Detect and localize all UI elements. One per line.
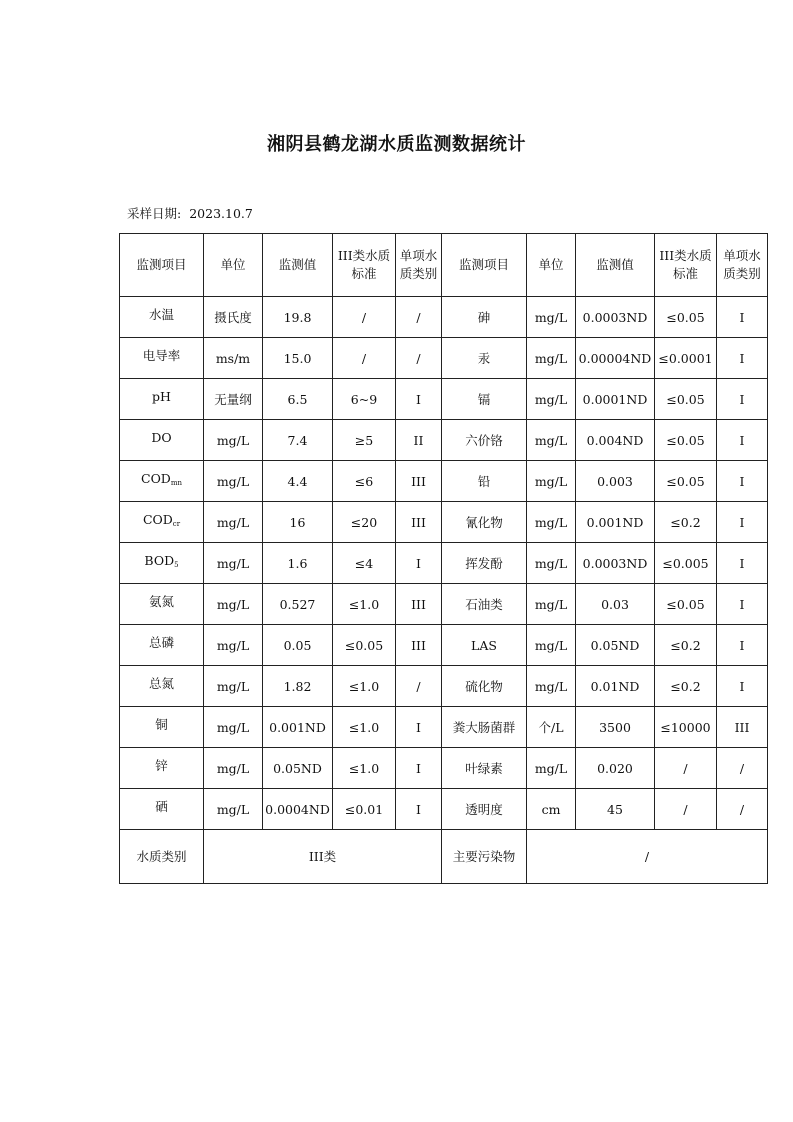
cell-item-subscript: cr [172,520,181,528]
header-value: 监测值 [263,234,333,297]
cell-unit [204,502,263,543]
cell-item-right [442,748,527,789]
cell-standard-right [655,379,717,420]
table-row [120,502,768,543]
cell-standard [333,789,396,830]
cell-standard-text: ≤4 [354,555,374,571]
cell-value-right [576,666,655,707]
cell-item-right [442,666,527,707]
cell-standard-right-text: ≤0.05 [666,432,705,448]
cell-value-right-text: 0.001ND [586,514,644,530]
cell-standard-right [655,461,717,502]
cell-class [396,789,442,830]
cell-class-right-text: I [739,555,745,571]
cell-class-text: / [416,350,421,366]
cell-standard-text: 6~9 [350,391,378,407]
cell-unit-text: mg/L [216,432,250,448]
header-standard: III类水质标准 [333,234,396,297]
cell-standard-text: ≤6 [354,473,374,489]
cell-value-right-text: 0.0003ND [582,309,648,325]
table-row [120,748,768,789]
cell-item-right [442,502,527,543]
cell-value [263,789,333,830]
cell-unit-right-text: mg/L [534,309,568,325]
cell-class-text: I [416,555,421,571]
cell-standard-text: ≤0.01 [344,801,384,817]
water-class-label: 水质类别 [120,830,204,884]
page-title: 湘阴县鹤龙湖水质监测数据统计 [267,134,526,155]
cell-standard-right [655,707,717,748]
cell-standard-right [655,297,717,338]
cell-standard-right-text: ≤0.0001 [658,350,713,366]
cell-unit-right-text: cm [541,801,561,817]
cell-item [120,338,204,379]
cell-standard-right [655,584,717,625]
main-pollutant-label: 主要污染物 [442,830,527,884]
cell-unit-right [527,502,576,543]
header-value-right: 监测值 [576,234,655,297]
cell-class [396,666,442,707]
cell-standard-text: ≤0.05 [344,637,384,653]
cell-item [120,625,204,666]
header-item: 监测项目 [120,234,204,297]
cell-standard [333,338,396,379]
cell-standard [333,379,396,420]
cell-value-right-text: 0.004ND [586,432,644,448]
cell-value-text: 1.82 [283,678,312,694]
cell-class-right [717,338,768,379]
cell-standard-text: ≥5 [354,432,374,448]
cell-class-right [717,666,768,707]
cell-value-right [576,297,655,338]
cell-value-right [576,789,655,830]
cell-value-right [576,543,655,584]
cell-class-right-text: I [739,637,745,653]
cell-standard-right [655,420,717,461]
cell-item-right-text: 汞 [477,350,491,366]
table-row [120,707,768,748]
cell-unit-text: mg/L [216,719,250,735]
cell-class-right-text: I [739,432,745,448]
cell-class-text: / [416,678,421,694]
cell-item-text: COD [141,471,171,486]
main-pollutant-value: / [527,830,768,884]
cell-class-right [717,625,768,666]
cell-class-text: / [416,309,421,325]
cell-class-text: III [411,596,426,612]
cell-unit-text: mg/L [216,473,250,489]
table-header-row [120,234,768,297]
cell-class-right-text: I [739,391,745,407]
cell-class [396,625,442,666]
cell-item-text: 氨氮 [148,594,174,609]
cell-standard-text: ≤1.0 [348,678,380,694]
cell-standard-right [655,748,717,789]
cell-value-right [576,584,655,625]
cell-item [120,502,204,543]
cell-value-right-text: 0.01ND [590,678,640,694]
cell-unit-right-text: mg/L [534,637,568,653]
cell-standard-right [655,789,717,830]
cell-item-right-text: LAS [471,637,497,653]
cell-item [120,461,204,502]
cell-class-text: I [416,719,421,735]
cell-class-right [717,297,768,338]
cell-unit-right [527,461,576,502]
cell-value [263,625,333,666]
cell-item-right [442,584,527,625]
cell-item [120,707,204,748]
cell-class-text: III [411,473,426,489]
cell-unit [204,789,263,830]
table-row [120,297,768,338]
cell-item-subscript: mn [170,479,182,487]
cell-class-right-text: I [739,596,745,612]
cell-class-right [717,502,768,543]
cell-value-text: 4.4 [287,473,308,489]
cell-unit [204,379,263,420]
cell-value-right [576,379,655,420]
cell-item-right-text: 粪大肠菌群 [452,719,516,735]
cell-class [396,707,442,748]
cell-standard-right-text: ≤0.005 [662,555,709,571]
cell-value [263,420,333,461]
cell-unit-right [527,379,576,420]
cell-standard [333,502,396,543]
cell-standard [333,707,396,748]
cell-value-right-text: 0.0003ND [582,555,648,571]
cell-item-right-text: 硫化物 [465,678,503,694]
cell-item-right-text: 叶绿素 [465,760,503,776]
cell-class-right [717,748,768,789]
cell-unit-right [527,789,576,830]
cell-unit-right-text: mg/L [534,350,568,366]
cell-item-right-text: 透明度 [465,801,503,817]
cell-item-right [442,379,527,420]
cell-standard-right-text: ≤0.2 [670,678,701,694]
cell-item-text: 铜 [155,717,168,732]
cell-unit [204,625,263,666]
cell-standard-text: ≤1.0 [348,719,380,735]
header-item-right: 监测项目 [442,234,527,297]
cell-item [120,543,204,584]
cell-class [396,543,442,584]
cell-unit-right [527,666,576,707]
cell-class [396,584,442,625]
cell-item-right [442,297,527,338]
cell-value-right [576,625,655,666]
cell-class-right [717,707,768,748]
cell-item-right-text: 石油类 [465,596,503,612]
table-row [120,584,768,625]
cell-unit-right [527,543,576,584]
cell-class-text: III [411,514,426,530]
table-row [120,543,768,584]
cell-unit-text: 摄氏度 [214,309,252,325]
cell-unit [204,707,263,748]
cell-unit-right-text: mg/L [534,678,568,694]
cell-value-right [576,748,655,789]
cell-unit-text: mg/L [216,637,250,653]
cell-class [396,502,442,543]
cell-standard-right [655,502,717,543]
cell-class-right [717,379,768,420]
cell-class [396,461,442,502]
cell-standard-right-text: ≤0.2 [670,514,701,530]
table-row [120,420,768,461]
cell-item [120,297,204,338]
cell-class-right [717,461,768,502]
cell-item-right-text: 铅 [477,473,491,489]
cell-class-right-text: I [739,514,745,530]
cell-value-right-text: 0.03 [601,596,629,612]
cell-value-text: 16 [289,514,306,530]
cell-unit-right [527,625,576,666]
cell-item-text: 硒 [155,799,168,814]
cell-class [396,748,442,789]
cell-class-right-text: / [739,760,745,776]
cell-item-right-text: 氰化物 [465,514,503,530]
cell-standard-right [655,543,717,584]
cell-value-text: 7.4 [287,432,308,448]
header-class: 单项水质类别 [396,234,442,297]
cell-unit-right-text: mg/L [534,514,568,530]
cell-value-right-text: 0.0001ND [582,391,648,407]
table-row [120,461,768,502]
cell-item-text: BOD [144,553,175,568]
table-row [120,338,768,379]
cell-value-right-text: 0.003 [597,473,633,489]
cell-unit-right-text: mg/L [534,432,568,448]
cell-unit-text: mg/L [216,760,250,776]
cell-value-text: 0.0004ND [265,801,330,817]
cell-unit [204,338,263,379]
cell-item-right-text: 六价铬 [465,432,503,448]
cell-value-right [576,461,655,502]
cell-item-text: pH [152,389,171,404]
table-row [120,666,768,707]
cell-item-text: 总氮 [148,676,174,691]
cell-standard [333,666,396,707]
cell-unit-right-text: mg/L [534,391,568,407]
cell-class [396,297,442,338]
cell-value [263,748,333,789]
cell-value [263,502,333,543]
cell-standard [333,297,396,338]
cell-class-right [717,420,768,461]
cell-standard-text: ≤20 [350,514,378,530]
cell-unit-right [527,707,576,748]
cell-unit-right-text: 个/L [538,719,564,735]
cell-class-right [717,584,768,625]
cell-standard [333,748,396,789]
cell-value-text: 0.527 [279,596,316,612]
header-unit-right: 单位 [527,234,576,297]
water-class-value: III类 [204,830,442,884]
sample-date-label: 采样日期: [127,206,182,221]
cell-item [120,420,204,461]
cell-value-right [576,707,655,748]
cell-value-text: 1.6 [287,555,308,571]
cell-class-right-text: I [739,678,745,694]
cell-item [120,748,204,789]
cell-value-right-text: 3500 [599,719,631,735]
cell-unit-right-text: mg/L [534,596,568,612]
cell-value-text: 0.05ND [273,760,322,776]
cell-unit [204,584,263,625]
cell-value [263,584,333,625]
cell-item-right [442,338,527,379]
cell-standard-right [655,625,717,666]
header-standard-right: III类水质标准 [655,234,717,297]
cell-item-right [442,625,527,666]
cell-value-text: 0.001ND [269,719,326,735]
cell-unit-right [527,338,576,379]
cell-class-right [717,789,768,830]
cell-value-right [576,338,655,379]
cell-unit-right [527,584,576,625]
cell-standard-right-text: ≤0.2 [670,637,701,653]
cell-class-text: I [416,801,421,817]
cell-item-text: DO [151,430,172,445]
cell-unit [204,543,263,584]
cell-item-text: 电导率 [142,348,181,363]
cell-unit-text: ms/m [215,350,251,366]
cell-standard-text: ≤1.0 [348,596,380,612]
cell-unit-text: mg/L [216,555,250,571]
cell-standard-right [655,666,717,707]
cell-item-right [442,461,527,502]
cell-item-right [442,707,527,748]
cell-item-text: 水温 [148,307,174,322]
cell-standard-right [655,338,717,379]
cell-standard [333,543,396,584]
cell-class-text: II [413,432,424,448]
cell-standard [333,461,396,502]
sample-date-value: 2023.10.7 [189,206,253,221]
cell-value-right-text: 45 [607,801,623,817]
cell-item-right-text: 镉 [477,391,491,407]
cell-unit [204,297,263,338]
water-quality-table [119,233,768,884]
cell-class-right-text: I [739,473,745,489]
cell-standard-text: / [361,350,367,366]
cell-value [263,461,333,502]
cell-class-right-text: III [734,719,750,735]
cell-class [396,338,442,379]
cell-item-right-text: 挥发酚 [465,555,503,571]
cell-item [120,666,204,707]
cell-item-text: 总磷 [148,635,174,650]
cell-value-right [576,420,655,461]
cell-value [263,543,333,584]
cell-value-right-text: 0.05ND [590,637,640,653]
cell-standard-right-text: ≤0.05 [666,309,705,325]
cell-unit-text: mg/L [216,596,250,612]
cell-unit-right [527,420,576,461]
cell-unit [204,666,263,707]
header-class-right: 单项水质类别 [717,234,768,297]
cell-unit-text: mg/L [216,514,250,530]
cell-unit [204,748,263,789]
cell-class-right [717,543,768,584]
cell-value [263,338,333,379]
cell-item-text: 锌 [155,758,168,773]
cell-unit-right [527,297,576,338]
cell-class-text: III [411,637,426,653]
summary-row [120,830,768,884]
cell-unit [204,420,263,461]
cell-class-right-text: I [739,350,745,366]
cell-item-right [442,543,527,584]
cell-item [120,379,204,420]
cell-item-subscript: 5 [174,561,179,569]
cell-item [120,584,204,625]
cell-value-text: 6.5 [287,391,308,407]
cell-class-right-text: I [739,309,745,325]
cell-standard-right-text: ≤0.05 [666,596,705,612]
cell-standard-right-text: ≤0.05 [666,391,705,407]
cell-unit-right-text: mg/L [534,555,568,571]
cell-standard-right-text: ≤10000 [660,719,711,735]
cell-item [120,789,204,830]
cell-standard [333,625,396,666]
cell-item-right-text: 砷 [477,309,491,325]
cell-class-text: I [416,391,421,407]
table-row [120,625,768,666]
table-row [120,789,768,830]
cell-unit-right-text: mg/L [534,473,568,489]
cell-item-right [442,420,527,461]
cell-value-right [576,502,655,543]
cell-standard-right-text: / [683,760,688,776]
cell-class-text: I [416,760,421,776]
cell-unit-text: mg/L [216,801,250,817]
cell-value [263,297,333,338]
cell-standard [333,584,396,625]
header-unit: 单位 [204,234,263,297]
cell-value-right-text: 0.00004ND [578,350,652,366]
cell-value [263,379,333,420]
cell-class-right-text: / [739,801,745,817]
cell-value-text: 15.0 [283,350,312,366]
cell-unit [204,461,263,502]
cell-standard-text: ≤1.0 [348,760,380,776]
cell-unit-right-text: mg/L [534,760,568,776]
cell-item-text: COD [142,512,173,527]
cell-value-right-text: 0.020 [597,760,633,776]
cell-unit-text: 无量纲 [214,391,252,407]
table-row [120,379,768,420]
cell-standard-right-text: ≤0.05 [666,473,705,489]
cell-class [396,420,442,461]
cell-value [263,666,333,707]
cell-standard [333,420,396,461]
cell-class [396,379,442,420]
cell-value-text: 19.8 [283,309,312,325]
cell-value-text: 0.05 [283,637,312,653]
cell-unit-text: mg/L [216,678,250,694]
cell-unit-right [527,748,576,789]
cell-item-right [442,789,527,830]
cell-value [263,707,333,748]
cell-standard-text: / [361,309,367,325]
cell-standard-right-text: / [683,801,688,817]
sample-date [127,204,253,222]
